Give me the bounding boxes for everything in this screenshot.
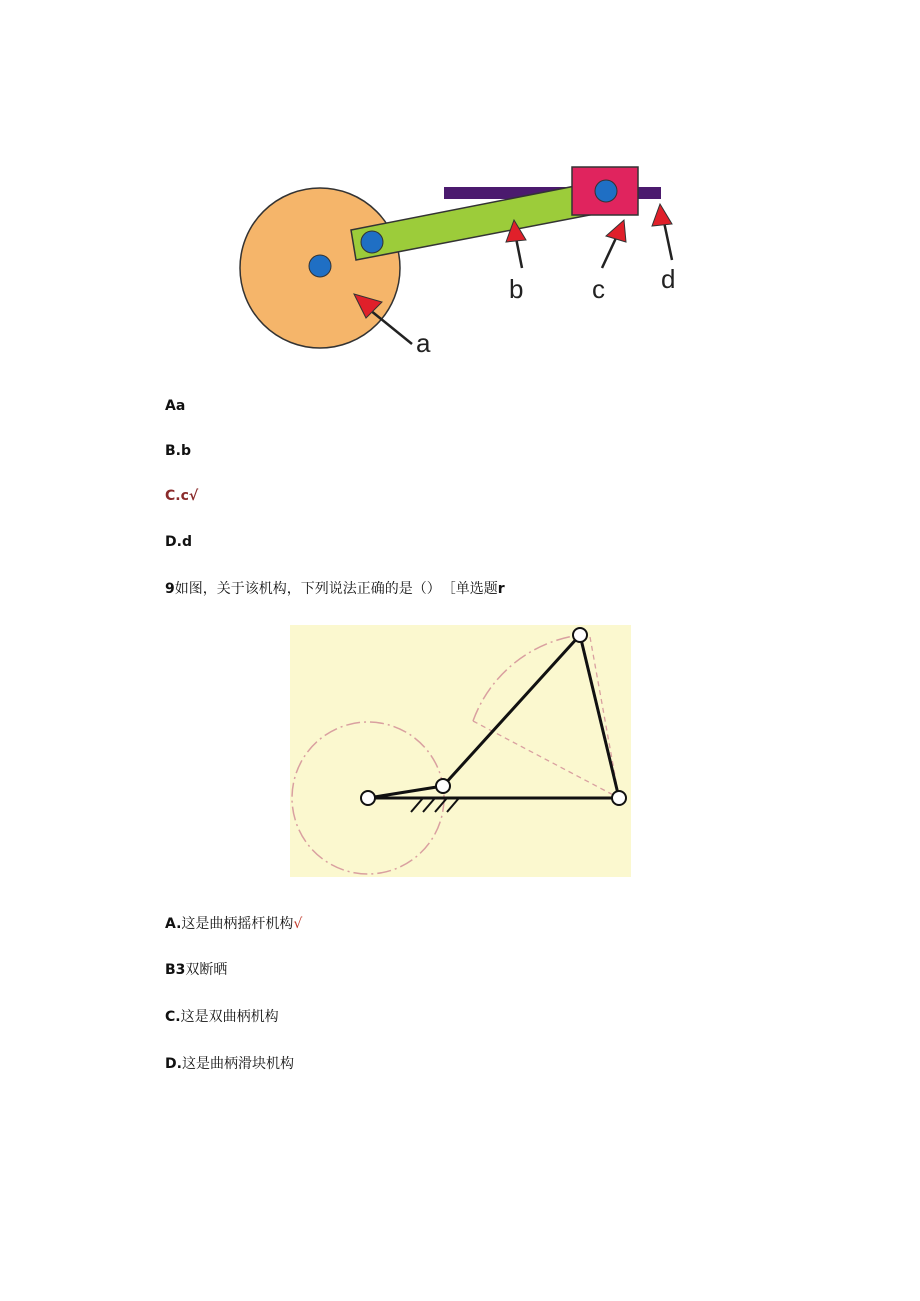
option-label: D. [165,1056,182,1072]
question-tag-end: r [497,581,505,597]
label-b: b [509,274,524,304]
correct-check-mark: √ [293,916,303,932]
joint-ground-left [361,791,375,805]
option-label: B3 [165,962,186,978]
option-text: b [181,443,192,459]
slider-crank-figure [236,160,696,360]
q8-option-b[interactable] [165,442,191,460]
correct-check-mark: √ [188,488,199,504]
question-tag: ［单选题 [448,581,498,597]
q8-option-d[interactable] [165,533,192,551]
q9-option-a[interactable] [165,915,302,933]
question-text: 如图，关于该机构，下列说法正确的是（） [174,581,441,597]
option-text: 这是曲柄滑块机构 [181,1056,294,1072]
option-text: a [175,398,186,414]
rod-slider-pin [595,180,617,202]
joint-coupler-rocker [573,628,587,642]
q9-option-b[interactable] [165,961,227,979]
q9-option-d[interactable] [165,1055,294,1073]
figure-background [290,625,631,877]
arrow-c [602,220,626,268]
label-a: a [416,328,431,358]
q8-option-c[interactable] [165,487,198,505]
crank-center-pin [309,255,331,277]
four-bar-linkage-figure [290,625,631,877]
option-text: d [181,534,192,550]
q8-option-a[interactable] [165,397,185,415]
question-number: 9 [165,581,175,597]
rod-crank-pin [361,231,383,253]
option-label: B. [165,443,181,459]
label-d: d [661,264,676,294]
option-text: 双断晒 [185,962,228,978]
option-text: 这是曲柄摇杆机构 [181,916,294,932]
option-label: A [165,398,176,414]
arrow-d [652,204,672,260]
option-text: c [180,488,189,504]
option-label: C. [165,1009,181,1025]
joint-crank-coupler [436,779,450,793]
q9-stem [165,580,505,598]
option-label: C. [165,488,181,504]
option-text: 这是双曲柄机构 [180,1009,279,1025]
option-label: D. [165,534,182,550]
q9-option-c[interactable] [165,1008,279,1026]
option-label: A. [165,916,182,932]
joint-ground-right [612,791,626,805]
label-c: c [592,274,605,304]
